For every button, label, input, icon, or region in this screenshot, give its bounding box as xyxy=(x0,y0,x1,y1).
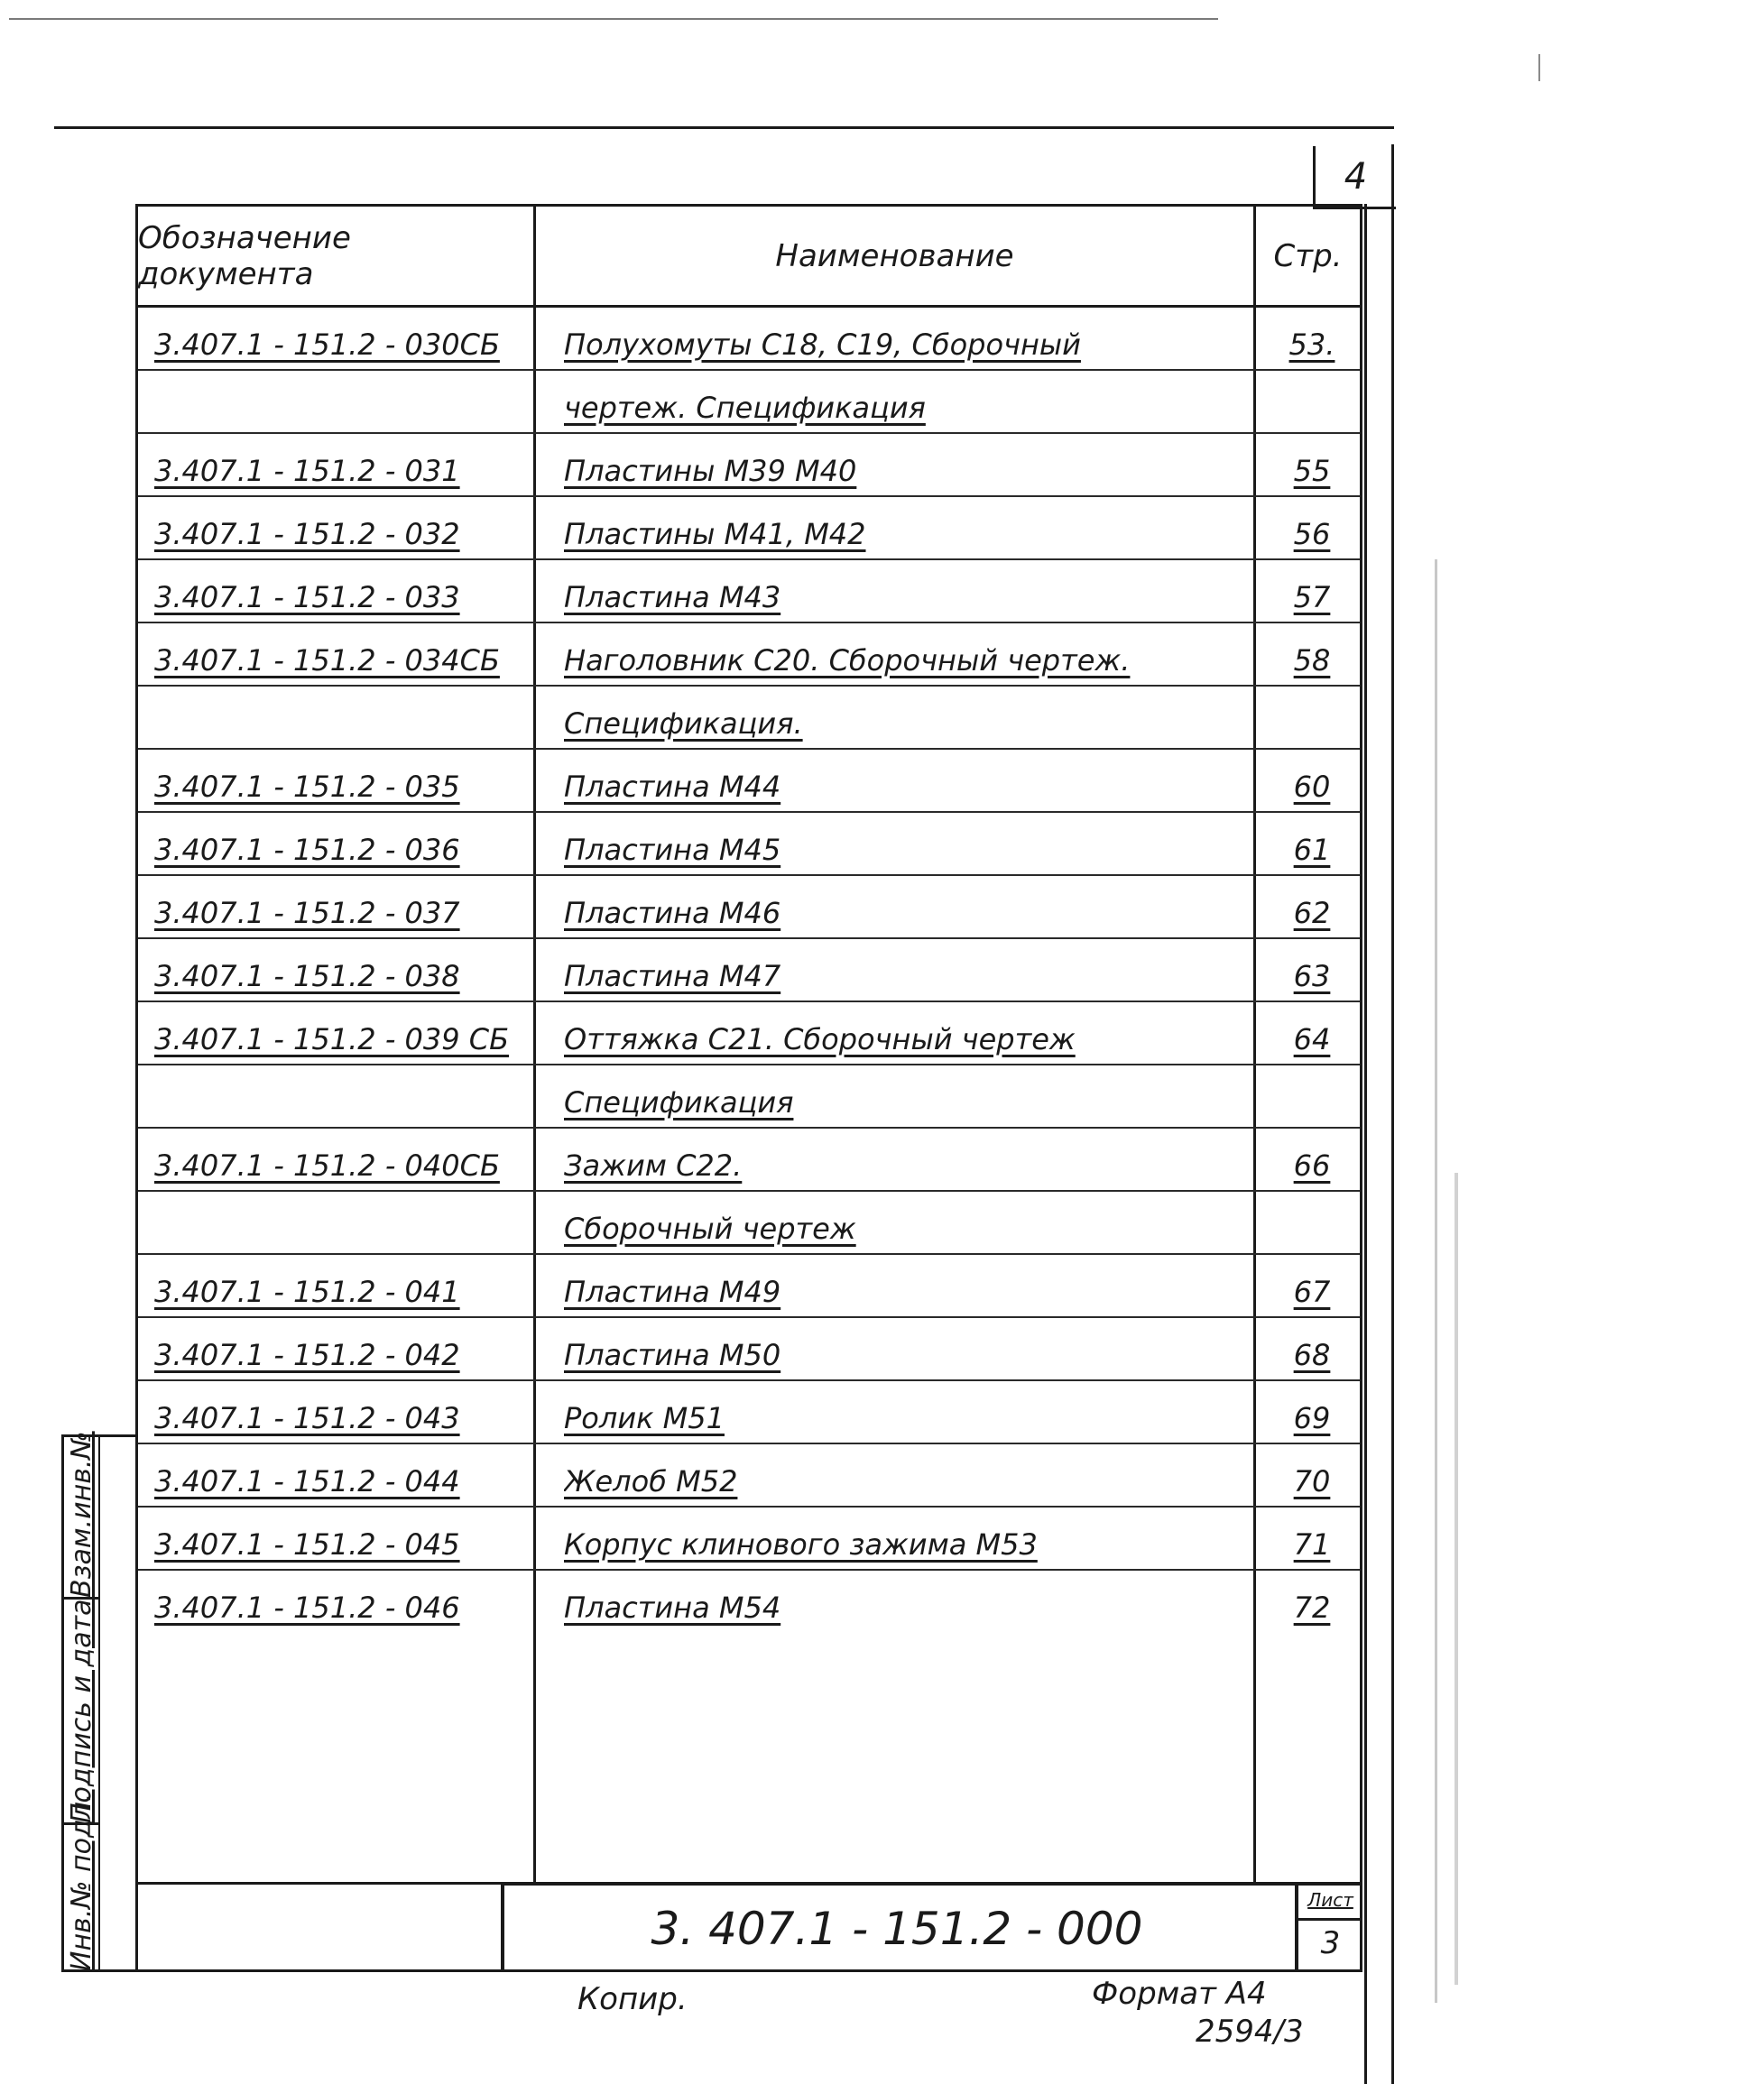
sheet-label: Лист xyxy=(1307,1889,1353,1911)
designation-cell: 3.407.1 - 151.2 - 038 xyxy=(154,959,460,993)
sheet-box-divider xyxy=(1298,1918,1362,1921)
name-cell: Спецификация xyxy=(564,1085,794,1120)
table-row xyxy=(138,750,1360,813)
corner-sheet-number: 4 xyxy=(1313,146,1396,209)
name-cell: Полухомуты С18, С19, Сборочный xyxy=(564,327,1081,362)
page-cell: 66 xyxy=(1293,1148,1331,1183)
name-cell: Пластины М39 М40 xyxy=(564,454,857,488)
scan-noise xyxy=(1538,54,1540,81)
name-cell: Пластина М49 xyxy=(564,1275,781,1309)
scan-noise xyxy=(1435,559,1437,2003)
table-row xyxy=(138,1318,1360,1381)
footer-format: Формат А4 xyxy=(1092,1976,1267,2012)
page-cell: 55 xyxy=(1293,454,1331,488)
page-cell xyxy=(1264,1192,1360,1253)
right-border-line xyxy=(1391,144,1394,2084)
title-block xyxy=(501,1882,1362,1972)
name-cell: Желоб М52 xyxy=(564,1464,738,1498)
sheet-box xyxy=(1295,1886,1362,1972)
table-row xyxy=(138,1129,1360,1192)
designation-cell: 3.407.1 - 151.2 - 033 xyxy=(154,580,460,614)
page-cell: 62 xyxy=(1293,896,1331,930)
designation-cell: 3.407.1 - 151.2 - 044 xyxy=(154,1464,460,1498)
contents-table xyxy=(135,204,1362,1972)
designation-cell: 3.407.1 - 151.2 - 036 xyxy=(154,833,460,867)
designation-cell: 3.407.1 - 151.2 - 035 xyxy=(154,770,460,804)
header-page: Стр. xyxy=(1256,207,1360,308)
page-cell: 70 xyxy=(1293,1464,1331,1498)
page-cell: 58 xyxy=(1293,643,1331,678)
designation-cell: 3.407.1 - 151.2 - 030СБ xyxy=(154,327,500,362)
name-cell: Корпус клинового зажима М53 xyxy=(564,1527,1038,1562)
table-row xyxy=(138,1192,1360,1255)
header-designation: Обозначение документа xyxy=(138,207,533,308)
name-cell: Пластина М46 xyxy=(564,896,781,930)
designation-cell: 3.407.1 - 151.2 - 046 xyxy=(154,1591,460,1625)
name-cell: Сборочный чертеж xyxy=(564,1212,856,1246)
designation-cell: 3.407.1 - 151.2 - 042 xyxy=(154,1338,460,1372)
name-cell: Наголовник С20. Сборочный чертеж. xyxy=(564,643,1131,678)
table-body xyxy=(138,308,1360,1634)
designation-cell: 3.407.1 - 151.2 - 041 xyxy=(154,1275,460,1309)
page-cell: 60 xyxy=(1293,770,1331,804)
table-row xyxy=(138,1255,1360,1318)
name-cell: Ролик М51 xyxy=(564,1401,725,1435)
page-cell xyxy=(1264,687,1360,748)
name-cell: чертеж. Спецификация xyxy=(564,391,926,425)
page-cell xyxy=(1264,371,1360,432)
name-cell: Пластина М44 xyxy=(564,770,781,804)
table-row xyxy=(138,560,1360,623)
table-row xyxy=(138,939,1360,1002)
designation-cell: 3.407.1 - 151.2 - 037 xyxy=(154,896,460,930)
page-cell: 67 xyxy=(1293,1275,1331,1309)
sheet-number: 3 xyxy=(1320,1925,1341,1961)
top-border-line xyxy=(54,126,1394,129)
designation-cell: 3.407.1 - 151.2 - 031 xyxy=(154,454,460,488)
name-cell: Пластина М54 xyxy=(564,1591,781,1625)
name-cell: Спецификация. xyxy=(564,706,803,741)
designation-cell: 3.407.1 - 151.2 - 034СБ xyxy=(154,643,500,678)
designation-cell xyxy=(154,1065,533,1127)
footer-code: 2594/3 xyxy=(1196,2014,1304,2050)
document-code: 3. 407.1 - 151.2 - 000 xyxy=(651,1903,1143,1955)
page-cell: 71 xyxy=(1293,1527,1331,1562)
designation-cell: 3.407.1 - 151.2 - 032 xyxy=(154,517,460,551)
name-cell: Пластина М43 xyxy=(564,580,781,614)
table-row xyxy=(138,687,1360,750)
page-cell: 61 xyxy=(1293,833,1331,867)
table-row xyxy=(138,497,1360,560)
table-row xyxy=(138,1065,1360,1129)
page-cell: 63 xyxy=(1293,959,1331,993)
name-cell: Пластина М47 xyxy=(564,959,781,993)
top-edge-line xyxy=(9,18,1218,20)
designation-cell xyxy=(154,687,533,748)
page-cell: 56 xyxy=(1293,517,1331,551)
table-row xyxy=(138,308,1360,371)
designation-cell: 3.407.1 - 151.2 - 043 xyxy=(154,1401,460,1435)
table-row xyxy=(138,1508,1360,1571)
name-cell: Пластины М41, М42 xyxy=(564,517,866,551)
table-row xyxy=(138,813,1360,876)
name-cell: Оттяжка С21. Сборочный чертеж xyxy=(564,1022,1076,1056)
table-row xyxy=(138,876,1360,939)
stamp-inventory-original: Инв.№ подл. xyxy=(66,1793,97,1971)
name-cell: Зажим С22. xyxy=(564,1148,743,1183)
side-stamp xyxy=(61,1431,135,1972)
page-cell: 64 xyxy=(1293,1022,1331,1056)
name-cell: Пластина М50 xyxy=(564,1338,781,1372)
page-cell: 68 xyxy=(1293,1338,1331,1372)
table-row xyxy=(138,434,1360,497)
designation-cell xyxy=(154,371,533,432)
page-cell: 69 xyxy=(1293,1401,1331,1435)
designation-cell: 3.407.1 - 151.2 - 039 СБ xyxy=(154,1022,510,1056)
table-row xyxy=(138,1444,1360,1508)
designation-cell: 3.407.1 - 151.2 - 040СБ xyxy=(154,1148,500,1183)
scan-noise xyxy=(1455,1173,1458,1985)
table-row xyxy=(138,1571,1360,1634)
stamp-signature-date: Подпись и дата xyxy=(66,1599,97,1823)
table-row xyxy=(138,1002,1360,1065)
name-cell: Пластина М45 xyxy=(564,833,781,867)
page-cell: 57 xyxy=(1293,580,1331,614)
designation-cell xyxy=(154,1192,533,1253)
table-row xyxy=(138,371,1360,434)
table-row xyxy=(138,623,1360,687)
header-name: Наименование xyxy=(536,207,1253,308)
table-row xyxy=(138,1381,1360,1444)
page-cell xyxy=(1264,1065,1360,1127)
page-cell: 53. xyxy=(1288,327,1335,362)
footer-copied: Копир. xyxy=(577,1981,688,2017)
stamp-replacement-inventory: Взам.инв.№ xyxy=(66,1431,97,1598)
designation-cell: 3.407.1 - 151.2 - 045 xyxy=(154,1527,460,1562)
page-cell: 72 xyxy=(1293,1591,1331,1625)
